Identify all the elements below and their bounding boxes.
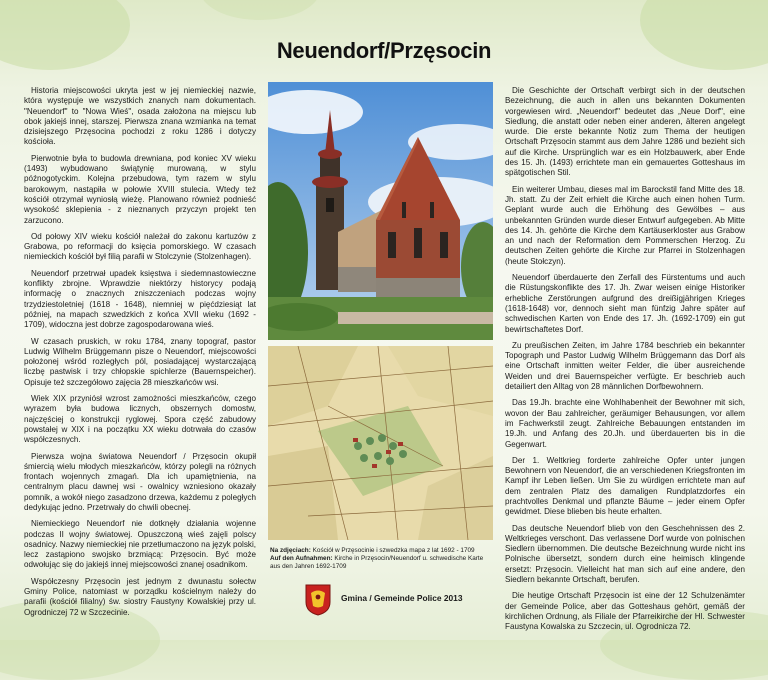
church-photo	[268, 82, 493, 340]
paragraph: Das 19.Jh. brachte eine Wohlhabenheit der Bewohner mit sich, wovon der Bau zahlreicher, geräumiger Behausungen, vor allem im Fachwerkstil zeugt. Zahlreiche Bebauungen entstanden im 19.Jh. und Anfang des 20.Jh. und überdauerten bis in die Gegenwart.	[505, 398, 745, 449]
polish-text-column	[24, 86, 256, 624]
caption-text-pl: Kościół w Przęsocinie i szwedzka mapa z lat 1692 - 1709	[312, 547, 475, 554]
paragraph: W czasach pruskich, w roku 1784, znany topograf, pastor Ludwig Wilhelm Brüggemann pisze o Neuendorf, miejscowości położonej wśród rozległych pól, posiadającej wystarczającą liczbę pastwisk i trzy chłopskie spichlerze (Bauernspeicher). Opisuje też szczegółowo zajęcia 28 mieszkańców wsi.	[24, 336, 256, 387]
paragraph: Zu preußischen Zeiten, im Jahre 1784 beschrieb ein bekannter Topograph und Pastor Ludwig Wilhelm Brüggemann das Dorf als eine Ortschaft inmitten weiter Felder, die über ausreichende Weiden und drei Bauernspeicher verfügte. Er beschrieb auch detailiert den Alltag von 28 männlichen Dorfbewohnern.	[505, 340, 745, 392]
swedish-map	[268, 346, 493, 540]
page-title: Neuendorf/Przęsocin	[276, 38, 492, 63]
footer-text: Gmina / Gemeinde Police 2013	[341, 593, 463, 603]
caption-label-pl: Na zdjęciach:	[270, 547, 311, 554]
german-text-column	[505, 86, 745, 639]
paragraph: Die heutige Ortschaft Przęsocin ist eine der 12 Schulzenämter der Gemeinde Police, aber das Gotteshaus gehört, gemäß der kirchlichen Ordnung, als Filiale der Pfarreikirche der Hl. Schwester Faustyna Kowalska zu Szczecin, ul. Ogrodnicza 72.	[505, 591, 745, 632]
paragraph: Pierwotnie była to budowla drewniana, pod koniec XV wieku (1493) wybudowano świątynię murowaną, w stylu późnogotyckim. Kolejna przebudowa, tym razem w stylu barokowym, nastąpiła w połowie XVIII stulecia. Wtedy też kościół otrzymał wyniosłą wieżę. Planowano również podnieść wysokość sklepienia - z nieznanych przyczyn projekt ten zarzucono.	[24, 153, 256, 225]
caption-label-de: Auf den Aufnahmen:	[270, 555, 333, 562]
paragraph: Wiek XIX przyniósł wzrost zamożności mieszkańców, czego wyrazem była budowa licznych, obszernych domostw, najczęściej o konstrukcji ryglowej. Spora część zabudowy powstałej w XIX i na początku XX wieku dotrwała do czasów współczesnych.	[24, 394, 256, 445]
paragraph: Neuendorf überdauerte den Zerfall des Fürstentums und auch die Rüstungskonflikte des 17. Jh. Zwar weisen einige Historiker erhebliche Zerstörungen aufgrund des dreißigjährigen Krieges (1618-1648) vor, dennoch sieht man fünfzig Jahre später auf schwedischen Karten von Ende des 17. Jh. (1692-1709) ein gut bewirtschaftetes Dorf.	[505, 273, 745, 334]
police-crest-icon	[305, 584, 331, 616]
paragraph: Pierwsza wojna światowa Neuendorf / Przęsocin okupił śmiercią wielu młodych mieszkańców, którzy polegli na różnych frontach wojennych zmagań. Dla ich upamiętnienia, na centralnym placu dawnej wsi - owalnicy wzniesiono okazały pomnik, a wokół niego zasadzono drzewa, każdemu z poległych dedykując jedno. Przetrwały do chwili obecnej.	[24, 451, 256, 512]
caption-text-de: Kirche in Przęsocin/Neuendorf u. schwedische Karte aus den Jahren 1692-1709	[270, 555, 484, 570]
paragraph: Das deutsche Neuendorf blieb von den Geschehnissen des 2. Weltkrieges verschont. Das verlassene Dorf wurde von polnischen Siedlern übernommen. Die deutsche Bezeichnung wurde nicht ins Polnische übersetzt, sondern durch eine heimisch klingende ersetzt: Przęsocin. Vielleicht hat man sich auf eine andere, den Siedlern bekannte Ortschaft, berufen.	[505, 523, 745, 585]
paragraph: Od połowy XIV wieku kościół należał do zakonu kartuzów z Grabowa, po reformacji do księcia pomorskiego. W czasach niemieckich kościół był filią parafii w Stolczynie (Stolzenhagen).	[24, 231, 256, 262]
footer	[305, 584, 495, 616]
photo-caption	[270, 547, 495, 571]
paragraph: Współczesny Przęsocin jest jednym z dwunastu sołectw Gminy Police, natomiast w porządku kościelnym należy do parafii (kościół filialny) św. siostry Faustyny Kowalskiej przy ul. Ogrodniczej 72 w Szczecinie.	[24, 576, 256, 617]
paragraph: Historia miejscowości ukryta jest w jej niemieckiej nazwie, która występuje we wszystkich znanych nam dokumentach. "Neuendorf" to "Nowa Wieś", osada założona na miejscu lub obok jakiejś innej, starszej. Pierwsza znana wzmianka na temat dzisiejszego Przęsocina pochodzi z roku 1286 i dotyczy kościoła.	[24, 86, 256, 147]
paragraph: Niemieckiego Neuendorf nie dotknęły działania wojenne podczas II wojny światowej. Opuszczoną wieś zajęli polscy osadnicy. Nazwy niemieckiej nie przetłumaczono na język polski, lecz zastąpiono swojsko brzmiącą: Przęsocin. Być może odwołując się do jakiejś innej miejscowości znanej osadnikom.	[24, 519, 256, 570]
paragraph: Der 1. Weltkrieg forderte zahlreiche Opfer unter jungen Bewohnern von Neuendorf, die an verschiedenen Kriegsfronten im Kampf ihr Leben ließen. Um Sie zu würdigen errichtete man auf dem zentralen Platz des damaligen Rundplatzdorfes ein prachtvolles Denkmal und pflanzte Bäume – jeder einem Opfer gewidmet. Diese blieben bis heute erhalten.	[505, 455, 745, 517]
paragraph: Neuendorf przetrwał upadek księstwa i siedemnastowieczne konflikty zbrojne. Wprawdzie niektórzy historycy podają informację o znacznych zniszczeniach podczas wojny trzydziestoletniej (1618 - 1648), niemniej w pięćdziesiąt lat później, na mapach szwedzkich z końca XVII wieku (1692 - 1709), widoczna jest dobrze zagospodarowana wieś.	[24, 268, 256, 330]
background-leaf	[200, 0, 320, 20]
paragraph: Ein weiterer Umbau, dieses mal im Barockstil fand Mitte des 18. Jh. statt. Zu der Zeit erhielt die Kirche auch einen hohen Turm. Geplant wurde auch die Erhöhung des Gewölbes – aus unbekannten Gründen wurde dieser Entwurf aufgegeben. Ab Mitte des 14. Jh. gehörte die Kirche dem Kartäuserkloster aus Grabow an und nach der Reformation dem Pommerschen Herzog. Zu deutschen Zeiten gehörte die Kirche zur Pfarrei in Stolzenhagen (heute Stołczyn).	[505, 184, 745, 266]
paragraph: Die Geschichte der Ortschaft verbirgt sich in der deutschen Bezeichnung, die auch in allen uns bekannten Dokumenten vorgewiesen wird. „Neuendorf" bedeutet das „Neue Dorf", eine Siedlung, die anstatt oder neben einer anderen, älteren angelegt wurde. Die erste bekannte Notiz zum Thema der heutigen Ortschaft Przęsocin stammt aus dem Jahre 1286 und bezieht sich auf die Kirche. Ursprünglich war es ein Holzbauwerk, aber Ende des 15. Jh. (1493) errichtete man ein gemauertes Gotteshaus im spätgotischen Stil.	[505, 86, 745, 178]
